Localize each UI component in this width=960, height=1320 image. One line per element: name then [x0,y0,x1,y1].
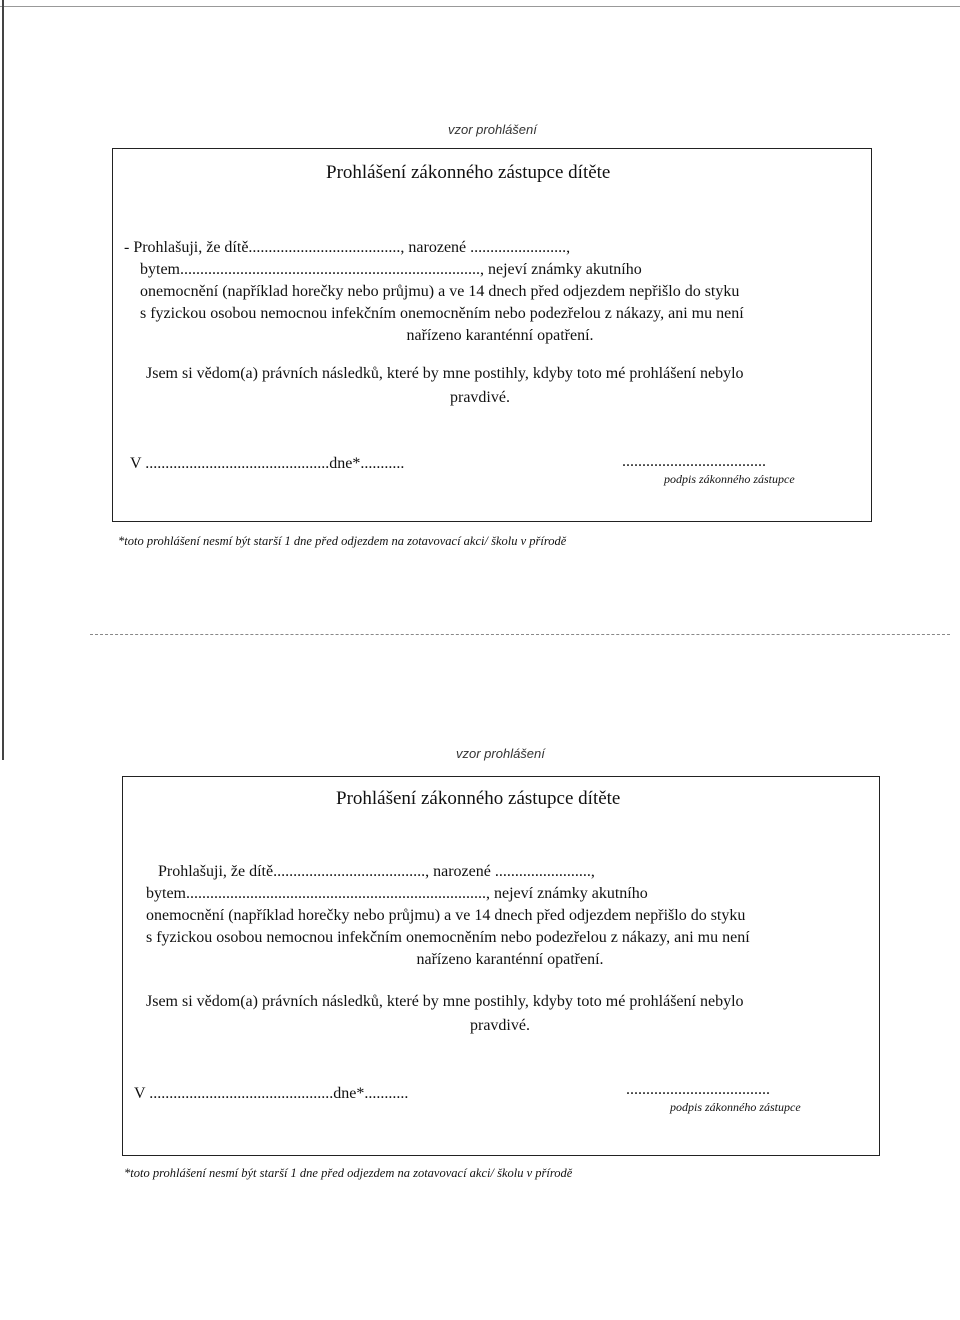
signature-label: podpis zákonného zástupce [670,1100,801,1114]
footnote: *toto prohlášení nesmí být starší 1 dne před odjezdem na zotavovací akci/ školu v přírodě [118,534,567,548]
cut-line [90,634,950,636]
place-date-field: V ..............................................dne*........... [134,1085,409,1102]
signature-line: .................................... [622,453,766,470]
address-line: bytem..........................................................................., nejeví známky akutního [146,885,648,902]
contact-line: s fyzickou osobou nemocnou infekčním onemocněním nebo podezřelou z nákazy, ani mu není [146,929,750,946]
signature-line: .................................... [626,1081,770,1098]
awareness-line: Jsem si vědom(a) právních následků, které by mne postihly, kdyby toto mé prohlášení nebylo [146,993,744,1010]
contact-line: s fyzickou osobou nemocnou infekčním onemocněním nebo podezřelou z nákazy, ani mu není [140,305,744,322]
quarantine-line: nařízeno karanténní opatření. [416,951,604,968]
awareness-line-end: pravdivé. [450,389,510,406]
child-line: Prohlašuji, že dítě......................................, narozené ........................, [158,863,595,880]
awareness-line-end: pravdivé. [470,1017,530,1034]
quarantine-line: nařízeno karanténní opatření. [406,327,594,344]
form-title: Prohlášení zákonného zástupce dítěte [336,788,621,809]
illness-line: onemocnění (například horečky nebo průjmu) a ve 14 dnech před odjezdem nepřišlo do styku [140,283,740,300]
form-title: Prohlášení zákonného zástupce dítěte [326,162,611,183]
sample-stamp: vzor prohlášení [456,746,545,761]
footnote: *toto prohlášení nesmí být starší 1 dne před odjezdem na zotavovací akci/ školu v přírodě [124,1166,573,1180]
sample-stamp: vzor prohlášení [448,122,537,137]
signature-label: podpis zákonného zástupce [664,472,795,486]
awareness-line: Jsem si vědom(a) právních následků, které by mne postihly, kdyby toto mé prohlášení nebylo [146,365,744,382]
child-line: - Prohlašuji, že dítě......................................, narozené ........................, [124,239,571,256]
address-line: bytem..........................................................................., nejeví známky akutního [140,261,642,278]
illness-line: onemocnění (například horečky nebo průjmu) a ve 14 dnech před odjezdem nepřišlo do styku [146,907,746,924]
place-date-field: V ..............................................dne*........... [130,455,405,472]
